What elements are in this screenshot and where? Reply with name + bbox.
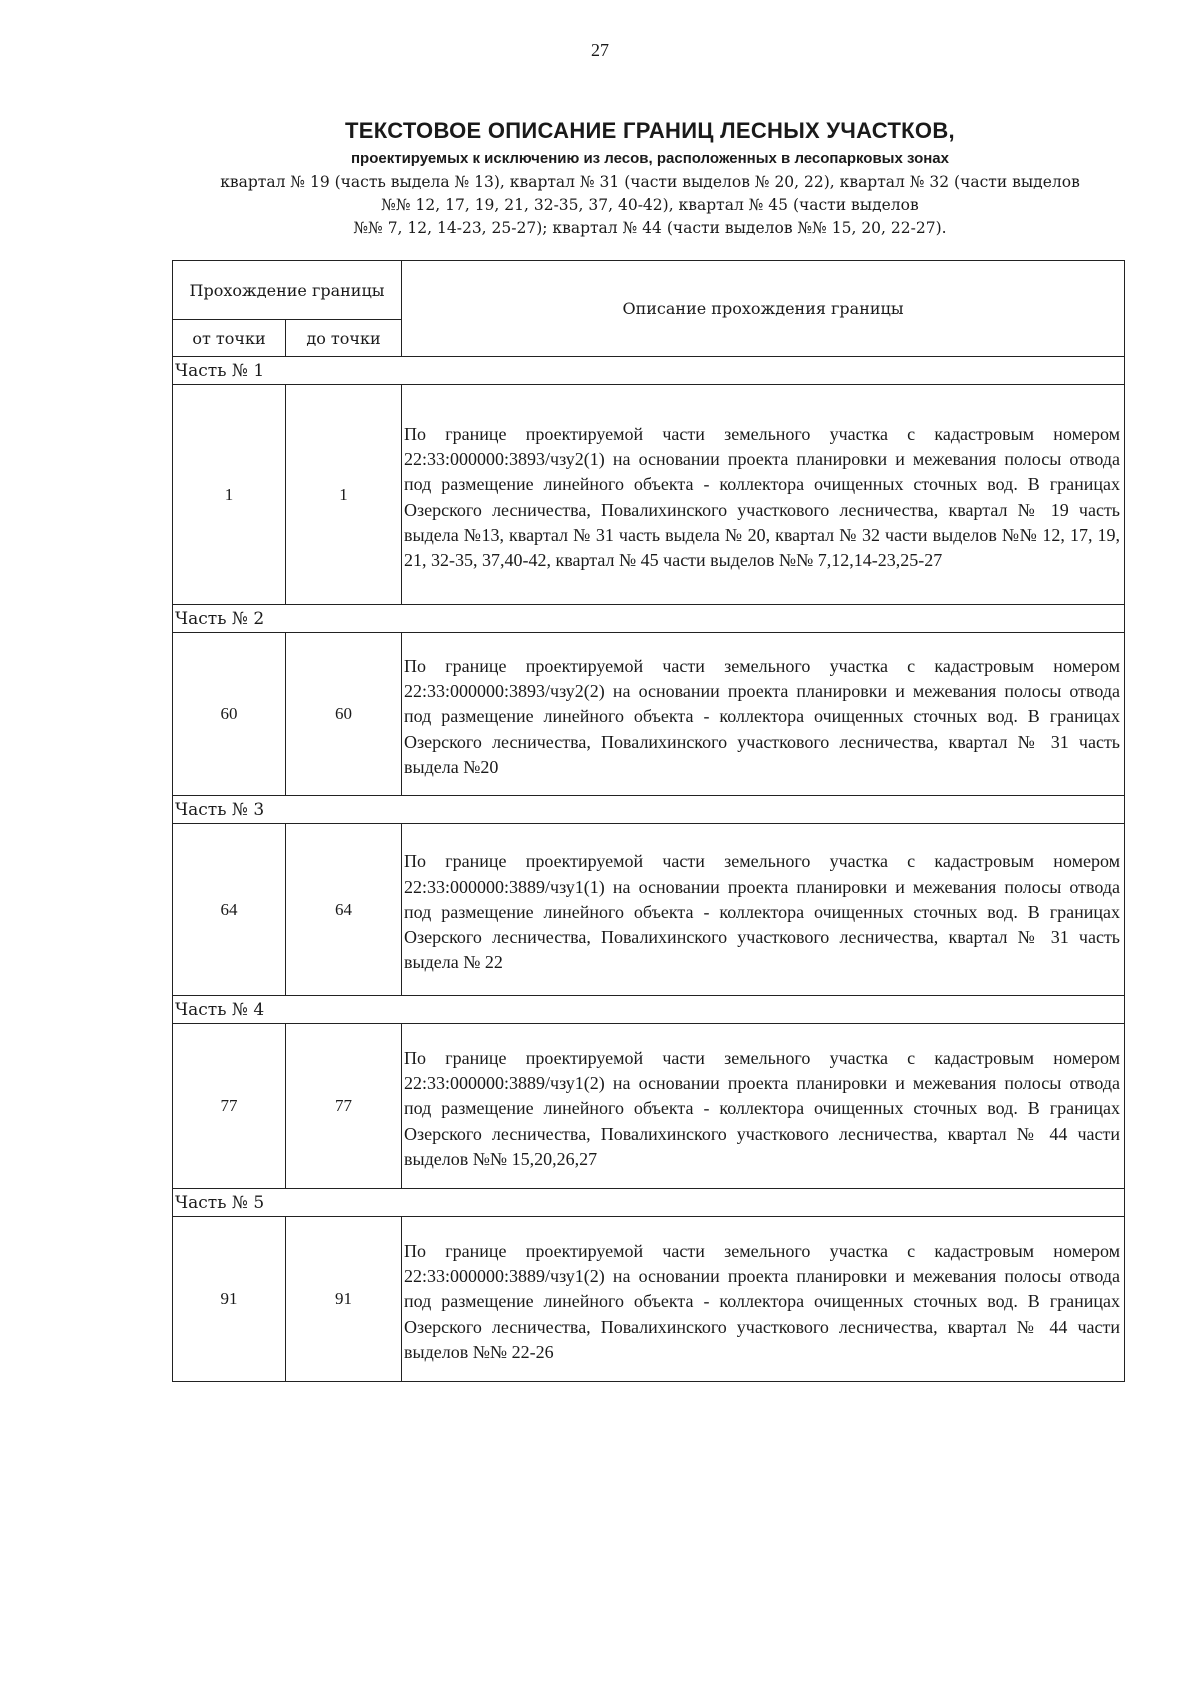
from-point-cell: 64 [173, 824, 286, 996]
document-title: ТЕКСТОВОЕ ОПИСАНИЕ ГРАНИЦ ЛЕСНЫХ УЧАСТКОВ, [345, 118, 955, 143]
part-label: Часть № 2 [173, 605, 1125, 633]
boundary-table [172, 260, 1125, 1382]
document-header [150, 118, 1150, 240]
to-point-cell: 77 [286, 1024, 402, 1189]
description-cell: По границе проектируемой части земельного участка с кадастровым номером 22:33:000000:3889/чзу1(2) на основании проекта планировки и межевания полосы отвода под размещение линейного объекта - коллектора очищенных сточных вод. В границах Озерского лесничества, Повалихинского участкового лесничества, квартал № 44 части выделов №№ 15,20,26,27 [402, 1024, 1125, 1189]
part-label-row [173, 996, 1125, 1024]
document-subtitle: проектируемых к исключению из лесов, расположенных в лесопарковых зонах [350, 150, 949, 167]
part-label: Часть № 3 [173, 796, 1125, 824]
part-label-row [173, 357, 1125, 385]
header-from-point: от точки [173, 320, 286, 357]
table-header-row [173, 261, 1125, 320]
description-cell: По границе проектируемой части земельного участка с кадастровым номером 22:33:000000:3893/чзу2(2) на основании проекта планировки и межевания полосы отвода под размещение линейного объекта - коллектора очищенных сточных вод. В границах Озерского лесничества, Повалихинского участкового лесничества, квартал № 31 часть выдела №20 [402, 633, 1125, 796]
table-row [173, 385, 1125, 605]
header-boundary-passage: Прохождение границы [173, 261, 402, 320]
from-point-cell: 91 [173, 1217, 286, 1382]
description-cell: По границе проектируемой части земельного участка с кадастровым номером 22:33:000000:3889/чзу1(2) на основании проекта планировки и межевания полосы отвода под размещение линейного объекта - коллектора очищенных сточных вод. В границах Озерского лесничества, Повалихинского участкового лесничества, квартал № 44 части выделов №№ 22-26 [402, 1217, 1125, 1382]
part-label-row [173, 1189, 1125, 1217]
to-point-cell: 91 [286, 1217, 402, 1382]
from-point-cell: 1 [173, 385, 286, 605]
description-cell: По границе проектируемой части земельного участка с кадастровым номером 22:33:000000:3893/чзу2(1) на основании проекта планировки и межевания полосы отвода под размещение линейного объекта - коллектора очищенных сточных вод. В границах Озерского лесничества, Повалихинского участкового лесничества, квартал № 19 часть выдела №13, квартал № 31 часть выдела № 20, квартал № 32 части выделов №№ 12, 17, 19, 21, 32-35, 37,40-42, квартал № 45 части выделов №№ 7,12,14-23,25-27 [402, 385, 1125, 605]
page-number: 27 [591, 40, 609, 60]
scope-line: квартал № 19 (часть выдела № 13), квартал № 31 (части выделов № 20, 22), квартал № 32 (части выделов [220, 173, 1080, 191]
header-description: Описание прохождения границы [402, 261, 1125, 357]
header-to-point: до точки [286, 320, 402, 357]
scope-line: №№ 7, 12, 14-23, 25-27); квартал № 44 (части выделов №№ 15, 20, 22-27). [353, 219, 947, 237]
to-point-cell: 60 [286, 633, 402, 796]
part-label-row [173, 605, 1125, 633]
from-point-cell: 77 [173, 1024, 286, 1189]
table-row [173, 824, 1125, 996]
from-point-cell: 60 [173, 633, 286, 796]
scope-description [150, 171, 1150, 240]
part-label: Часть № 1 [173, 357, 1125, 385]
table-row [173, 633, 1125, 796]
part-label-row [173, 796, 1125, 824]
to-point-cell: 64 [286, 824, 402, 996]
part-label: Часть № 5 [173, 1189, 1125, 1217]
to-point-cell: 1 [286, 385, 402, 605]
table-row [173, 1217, 1125, 1382]
table-row [173, 1024, 1125, 1189]
part-label: Часть № 4 [173, 996, 1125, 1024]
description-cell: По границе проектируемой части земельного участка с кадастровым номером 22:33:000000:3889/чзу1(1) на основании проекта планировки и межевания полосы отвода под размещение линейного объекта - коллектора очищенных сточных вод. В границах Озерского лесничества, Повалихинского участкового лесничества, квартал № 31 часть выдела № 22 [402, 824, 1125, 996]
scope-line: №№ 12, 17, 19, 21, 32-35, 37, 40-42), квартал № 45 (части выделов [381, 196, 919, 214]
